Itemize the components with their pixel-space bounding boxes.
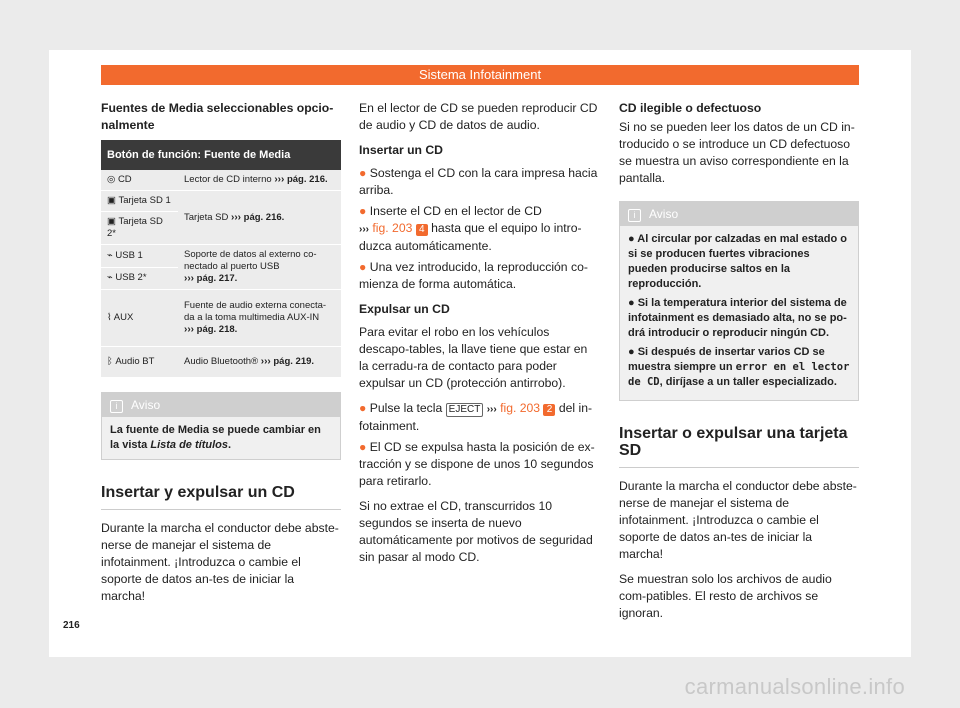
eject-intro: Para evitar el robo en los vehículos descapo-tables, la llave tiene que estar en la cerradu-ra de contacto para poder expulsar un CD (protección antirrobo). bbox=[359, 325, 588, 390]
list-item: ● Al circular por calzadas en mal estado o si se producen fuertes vibraciones pueden producirse saltos en la reproducción. bbox=[628, 233, 847, 290]
list-item bbox=[359, 165, 599, 199]
usb-icon: ⌁ bbox=[107, 272, 113, 284]
list-item bbox=[359, 400, 599, 435]
list-item bbox=[359, 259, 599, 293]
page-ref[interactable]: pág. 218. bbox=[196, 324, 238, 335]
source-name: Tarjeta SD 1 bbox=[118, 195, 171, 206]
page-ref[interactable]: pág. 219. bbox=[273, 356, 315, 367]
page-ref[interactable]: pág. 217. bbox=[196, 273, 238, 284]
bullet-icon: ● bbox=[359, 401, 367, 415]
bullet-icon: ● bbox=[359, 204, 367, 218]
page-ref[interactable]: pág. 216. bbox=[243, 211, 285, 223]
aviso-title: Aviso bbox=[131, 398, 161, 412]
source-name: CD bbox=[117, 174, 132, 185]
aviso-box bbox=[619, 201, 859, 401]
aviso-text-end: . bbox=[227, 439, 232, 451]
eject-outro: Si no extrae el CD, transcurridos 10 segundos se inserta de nuevo automáticamente por motivos de seguridad sin pasar al modo CD. bbox=[359, 499, 593, 564]
list-item bbox=[359, 439, 599, 490]
aviso-item-text: Si la temperatura interior del sistema de infotainment es demasiado alta, no se po-drá introducir o reproducir ningún CD. bbox=[628, 297, 847, 339]
source-name: Tarjeta SD 2* bbox=[107, 216, 163, 239]
arrow-icon: ››› bbox=[359, 224, 369, 235]
disc-icon: ◎ bbox=[107, 174, 116, 185]
eject-cd-heading: Expulsar un CD bbox=[359, 302, 450, 316]
sd-card-icon: ▣ bbox=[107, 195, 116, 206]
column-1 bbox=[101, 100, 341, 613]
watermark: carmanualsonline.info bbox=[684, 674, 905, 699]
cd-defect-text: Si no se pueden leer los datos de un CD in-troducido o se introduce un CD defectuoso se muestra un aviso correspondiente en la pantalla. bbox=[619, 120, 855, 185]
list-item: ● Si la temperatura interior del sistema de infotainment es demasiado alta, no se po-drá introducir o reproducir ningún CD. bbox=[628, 297, 847, 339]
media-source-table bbox=[101, 140, 341, 378]
bullet-icon: ● bbox=[359, 166, 367, 180]
page-header: Sistema Infotainment bbox=[101, 65, 859, 85]
section-title: Insertar y expulsar un CD bbox=[101, 484, 341, 510]
source-name: USB 1 bbox=[115, 249, 143, 261]
figure-link[interactable]: fig. 203 bbox=[372, 221, 413, 235]
info-icon: i bbox=[110, 400, 123, 413]
table-row bbox=[101, 170, 341, 191]
bullet-text: del in-fotainment. bbox=[359, 401, 593, 433]
arrow-icon: ››› bbox=[184, 273, 194, 284]
cd-defect-heading: CD ilegible o defectuoso bbox=[619, 101, 762, 115]
callout-number: 4 bbox=[416, 224, 428, 236]
bullet-text: Sostenga el CD con la cara impresa hacia arriba. bbox=[359, 166, 598, 197]
aux-icon: ⌇ bbox=[107, 312, 112, 323]
arrow-icon: ››› bbox=[274, 174, 285, 185]
insert-cd-heading: Insertar un CD bbox=[359, 143, 443, 157]
bullet-text: hasta que el equipo lo intro-duzca automáticamente. bbox=[359, 221, 582, 253]
source-description: Audio Bluetooth® bbox=[184, 356, 259, 367]
page-ref[interactable]: pág. 216. bbox=[286, 174, 328, 185]
column-3 bbox=[619, 100, 859, 630]
aviso-item-text: Al circular por calzadas en mal estado o si se producen fuertes vibraciones pueden producirse saltos en la reproducción. bbox=[628, 233, 847, 290]
section-title: Insertar o expulsar una tarjeta SD bbox=[619, 425, 859, 468]
bluetooth-icon: ᛒ bbox=[107, 356, 113, 367]
aviso-item-text: , diríjase a un taller especializado. bbox=[659, 376, 837, 388]
source-name: USB 2* bbox=[115, 272, 147, 284]
source-description: Fuente de audio externa conecta-da a la toma multimedia AUX-IN bbox=[184, 300, 327, 323]
source-description: Lector de CD interno bbox=[184, 174, 272, 185]
sd-card-icon: ▣ bbox=[107, 216, 116, 227]
bullet-text: Inserte el CD en el lector de CD bbox=[369, 204, 542, 218]
media-sources-heading: Fuentes de Media seleccionables opcio-nalmente bbox=[101, 101, 334, 132]
body-text: Durante la marcha el conductor debe abste-nerse de manejar el sistema de infotainment. ¡Introduzca o cambie el soporte de datos an-tes de iniciar la marcha! bbox=[101, 521, 339, 603]
arrow-icon: ››› bbox=[184, 324, 194, 335]
source-description: Tarjeta SD bbox=[184, 211, 229, 223]
table-row bbox=[101, 191, 341, 212]
table-row bbox=[101, 290, 341, 347]
bullet-text: Pulse la tecla bbox=[369, 401, 443, 415]
bullet-icon: ● bbox=[359, 260, 367, 274]
source-name: AUX bbox=[113, 312, 134, 323]
bullet-icon: ● bbox=[359, 440, 367, 454]
source-description: Soporte de datos al externo co-nectado al puerto USB bbox=[184, 249, 317, 272]
figure-link[interactable]: fig. 203 bbox=[500, 401, 541, 415]
aviso-box bbox=[101, 392, 341, 460]
eject-key: EJECT bbox=[446, 403, 484, 417]
table-row bbox=[101, 347, 341, 378]
arrow-icon: ››› bbox=[260, 356, 271, 367]
usb-icon: ⌁ bbox=[107, 249, 113, 261]
arrow-icon: ››› bbox=[231, 211, 241, 223]
error-message: error en el lector de CD bbox=[628, 361, 850, 388]
callout-number: 2 bbox=[543, 404, 555, 416]
arrow-icon: ››› bbox=[486, 404, 497, 415]
page-number: 216 bbox=[63, 620, 80, 631]
aviso-title: Aviso bbox=[649, 207, 679, 221]
bullet-text: El CD se expulsa hasta la posición de ex-tracción y se dispone de unos 10 segundos para retirarlo. bbox=[359, 440, 595, 488]
info-icon: i bbox=[628, 209, 641, 222]
aviso-italic: Lista de títulos bbox=[150, 439, 228, 451]
aviso-text: La fuente de Media se puede cambiar en la vista bbox=[110, 424, 321, 451]
intro-text: En el lector de CD se pueden reproducir CD de audio y CD de datos de audio. bbox=[359, 101, 598, 132]
aviso-item-text: Si después de insertar varios CD se muestra siempre un bbox=[628, 346, 825, 373]
body-text: Se muestran solo los archivos de audio com-patibles. El resto de archivos se ignoran. bbox=[619, 572, 832, 620]
table-header: Botón de función: Fuente de Media bbox=[101, 140, 341, 170]
table-row bbox=[101, 245, 341, 268]
column-2 bbox=[359, 100, 599, 574]
list-item bbox=[359, 203, 599, 255]
list-item: ● Si después de insertar varios CD se muestra siempre un error en el lector de CD, diríjase a un taller especializado. bbox=[628, 346, 850, 388]
source-name: Audio BT bbox=[115, 356, 155, 367]
bullet-text: Una vez introducido, la reproducción co-mienza de forma automática. bbox=[359, 260, 588, 291]
body-text: Durante la marcha el conductor debe abste-nerse de manejar el sistema de infotainment. ¡Introduzca o cambie el soporte de datos an-tes de iniciar la marcha! bbox=[619, 479, 857, 561]
